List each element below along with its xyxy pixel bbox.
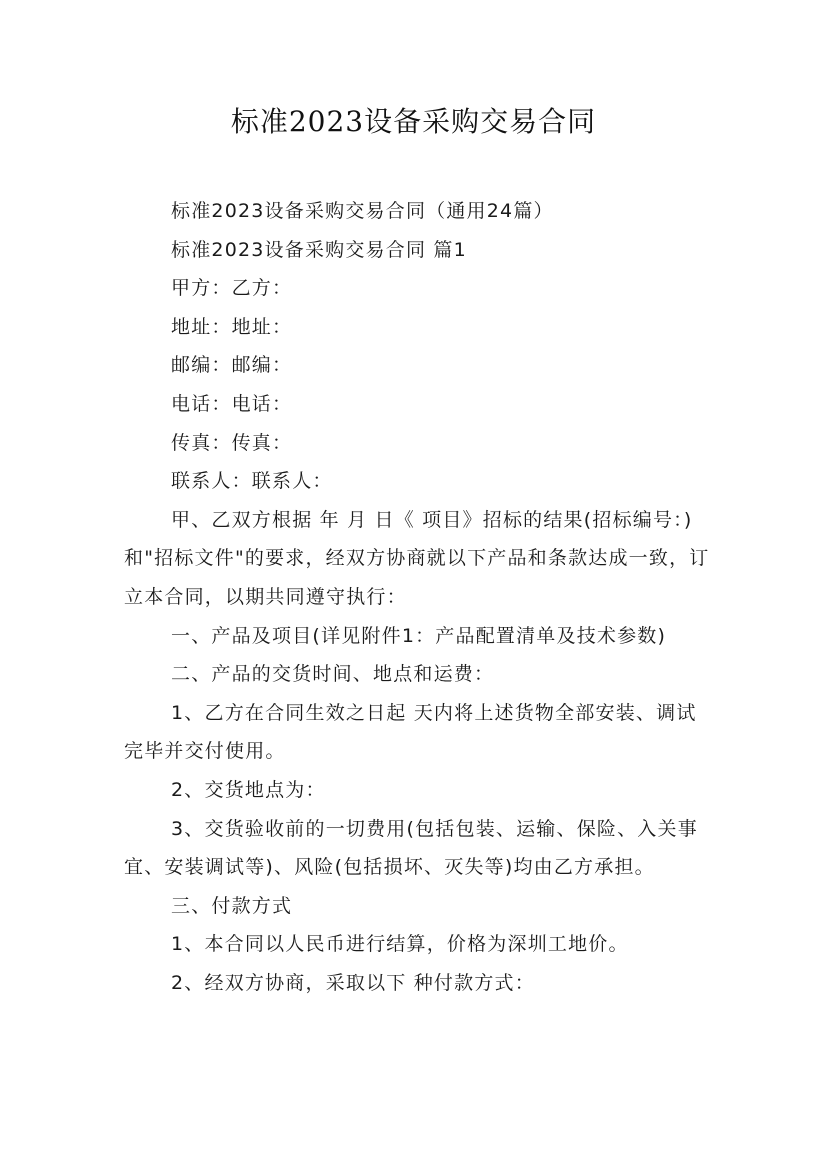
paragraph: 一、产品及项目(详见附件1：产品配置清单及技术参数) xyxy=(171,624,667,647)
paragraph: 1、乙方在合同生效之日起 天内将上述货物全部安装、调试完毕并交付使用。 xyxy=(124,701,697,763)
paragraph: 3、交货验收前的一切费用(包括包装、运输、保险、入关事宜、安装调试等)、风险(包括损坏、灭失等)均由乙方承担。 xyxy=(124,817,698,879)
paragraph: 地址：地址： xyxy=(171,315,293,338)
paragraph: 三、付款方式 xyxy=(171,894,293,917)
paragraph: 邮编：邮编： xyxy=(171,354,293,377)
paragraph: 甲、乙双方根据 年 月 日《 项目》招标的结果(招标编号：)和"招标文件"的要求，经双方协商就以下产品和条款达成一致，订立本合同，以期共同遵守执行： xyxy=(124,508,710,608)
paragraph: 二、产品的交货时间、地点和运费： xyxy=(171,663,495,686)
document-title: 标准2023设备采购交易合同 xyxy=(230,105,597,138)
paragraph: 联系人：联系人： xyxy=(171,470,333,493)
document-body xyxy=(124,192,714,1002)
paragraph: 2、交货地点为： xyxy=(171,778,326,801)
paragraph: 标准2023设备采购交易合同（通用24篇） xyxy=(171,200,554,222)
paragraph: 传真：传真： xyxy=(171,431,293,454)
paragraph: 电话：电话： xyxy=(171,392,293,415)
paragraph: 标准2023设备采购交易合同 篇1 xyxy=(171,238,467,261)
paragraph: 甲方：乙方： xyxy=(171,277,293,300)
paragraph: 2、经双方协商，采取以下 种付款方式： xyxy=(171,971,535,994)
paragraph: 1、本合同以人民币进行结算，价格为深圳工地价。 xyxy=(171,933,629,956)
